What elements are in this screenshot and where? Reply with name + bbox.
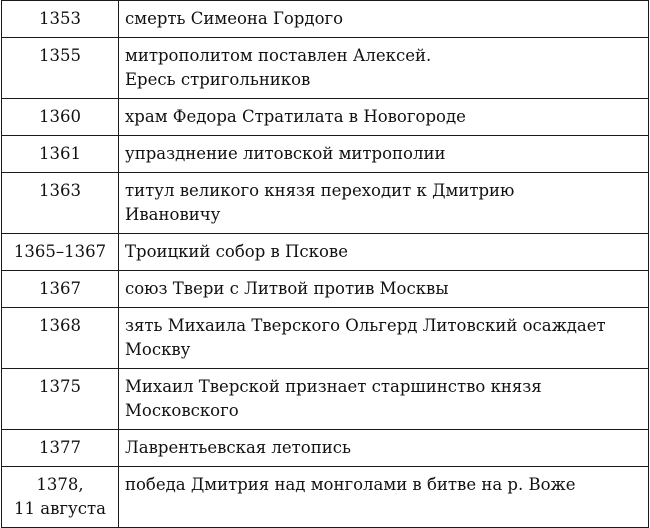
year-cell bbox=[2, 173, 119, 234]
year-cell bbox=[2, 369, 119, 430]
year-cell bbox=[2, 99, 119, 136]
event-text: митрополитом поставлен Алексей. bbox=[125, 46, 432, 65]
table-row bbox=[2, 271, 649, 308]
event-cell bbox=[119, 173, 649, 234]
event-cell bbox=[119, 369, 649, 430]
event-text: Троицкий собор в Пскове bbox=[125, 242, 348, 261]
table-row bbox=[2, 99, 649, 136]
year-text: 1377 bbox=[39, 438, 81, 457]
table-row bbox=[2, 234, 649, 271]
event-text: зять Михаила Тверского Ольгерд Литовский осаждает bbox=[125, 316, 606, 335]
year-text: 1360 bbox=[39, 107, 81, 126]
table-row bbox=[2, 1, 649, 38]
event-text: Михаил Тверской признает старшинство князя bbox=[125, 377, 542, 396]
year-text: 1361 bbox=[39, 144, 81, 163]
year-text: 11 августа bbox=[14, 499, 106, 518]
table-row bbox=[2, 173, 649, 234]
event-text: союз Твери с Литвой против Москвы bbox=[125, 279, 449, 298]
year-cell bbox=[2, 234, 119, 271]
event-text: Лаврентьевская летопись bbox=[125, 438, 351, 457]
table-row bbox=[2, 369, 649, 430]
event-cell bbox=[119, 271, 649, 308]
year-cell bbox=[2, 136, 119, 173]
event-cell bbox=[119, 136, 649, 173]
event-cell bbox=[119, 1, 649, 38]
event-text: Ересь стригольников bbox=[125, 70, 311, 89]
chronology-table bbox=[1, 0, 649, 528]
table-row bbox=[2, 308, 649, 369]
event-cell bbox=[119, 430, 649, 467]
year-cell bbox=[2, 38, 119, 99]
year-text: 1368 bbox=[39, 316, 81, 335]
year-cell bbox=[2, 271, 119, 308]
year-cell bbox=[2, 430, 119, 467]
event-cell bbox=[119, 38, 649, 99]
year-text: 1353 bbox=[39, 9, 81, 28]
event-text: смерть Симеона Гордого bbox=[125, 9, 344, 28]
event-text: Ивановичу bbox=[125, 205, 221, 224]
event-cell bbox=[119, 99, 649, 136]
table-row bbox=[2, 136, 649, 173]
event-text: Московского bbox=[125, 401, 239, 420]
event-cell bbox=[119, 467, 649, 528]
year-cell bbox=[2, 467, 119, 528]
year-cell bbox=[2, 308, 119, 369]
year-text: 1355 bbox=[39, 46, 81, 65]
table-row bbox=[2, 38, 649, 99]
year-text: 1363 bbox=[39, 181, 81, 200]
table-row bbox=[2, 430, 649, 467]
event-text: упразднение литовской митрополии bbox=[125, 144, 446, 163]
year-text: 1375 bbox=[39, 377, 81, 396]
year-text: 1378, bbox=[36, 475, 84, 494]
event-cell bbox=[119, 308, 649, 369]
year-text: 1367 bbox=[39, 279, 81, 298]
table-row bbox=[2, 467, 649, 528]
event-cell bbox=[119, 234, 649, 271]
event-text: Москву bbox=[125, 340, 191, 359]
event-text: титул великого князя переходит к Дмитрию bbox=[125, 181, 515, 200]
year-text: 1365–1367 bbox=[13, 242, 107, 261]
year-cell bbox=[2, 1, 119, 38]
event-text: храм Федора Стратилата в Новогороде bbox=[125, 107, 466, 126]
event-text: победа Дмитрия над монголами в битве на р. Воже bbox=[125, 475, 576, 494]
